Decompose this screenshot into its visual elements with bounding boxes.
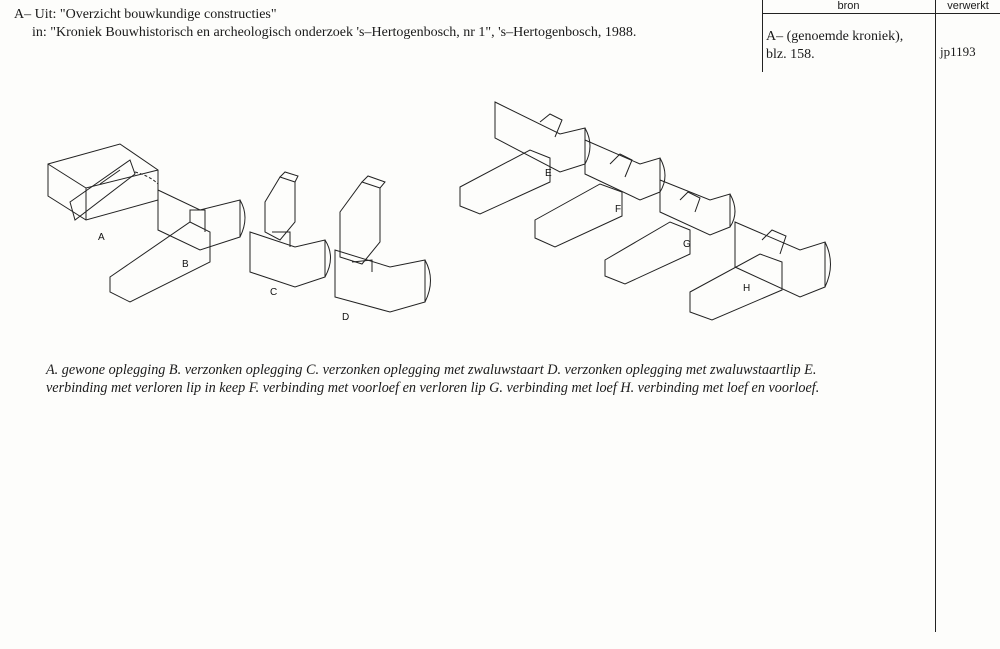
table-header-rule xyxy=(762,13,1000,14)
joint-d-drawing xyxy=(335,176,431,312)
label-a: A xyxy=(98,232,105,243)
column-header-verwerkt: verwerkt xyxy=(947,0,989,12)
label-g: G xyxy=(683,239,691,250)
joint-c-drawing xyxy=(250,172,331,287)
table-column-divider xyxy=(935,0,936,632)
label-b: B xyxy=(182,259,189,270)
verwerkt-value: jp1193 xyxy=(940,44,976,59)
label-d: D xyxy=(342,312,350,323)
bron-value xyxy=(766,28,931,64)
joint-g-drawing xyxy=(605,180,735,284)
label-f: F xyxy=(615,204,622,215)
joint-a-drawing xyxy=(48,144,158,220)
timber-joints-figure xyxy=(40,92,840,342)
joint-e-drawing xyxy=(460,102,590,214)
bron-value-line-1: A– (genoemde kroniek), xyxy=(766,29,904,44)
joint-f-drawing xyxy=(535,140,665,247)
joint-b-drawing xyxy=(110,190,245,302)
source-line: A– Uit: "Overzicht bouwkundige constructies" xyxy=(14,7,277,22)
figure-caption: A. gewone oplegging B. verzonken oplegging C. verzonken oplegging met zwaluwstaart D. verzonken oplegging met zwaluwstaartlip E. verbinding met verloren lip in keep F. verbinding met voorloef en verloren lip G. verbinding met loef H. verbinding met loef en voorloef. xyxy=(46,362,820,396)
label-c: C xyxy=(270,287,278,298)
label-h: H xyxy=(743,283,751,294)
source-publication: in: "Kroniek Bouwhistorisch en archeologisch onderzoek 's–Hertogenbosch, nr 1", 's–Hertogenbosch, 1988. xyxy=(32,25,637,40)
column-header-bron: bron xyxy=(837,0,860,12)
label-e: E xyxy=(545,168,552,179)
joint-h-drawing xyxy=(690,222,831,320)
bron-value-line-2: blz. 158. xyxy=(766,47,815,62)
